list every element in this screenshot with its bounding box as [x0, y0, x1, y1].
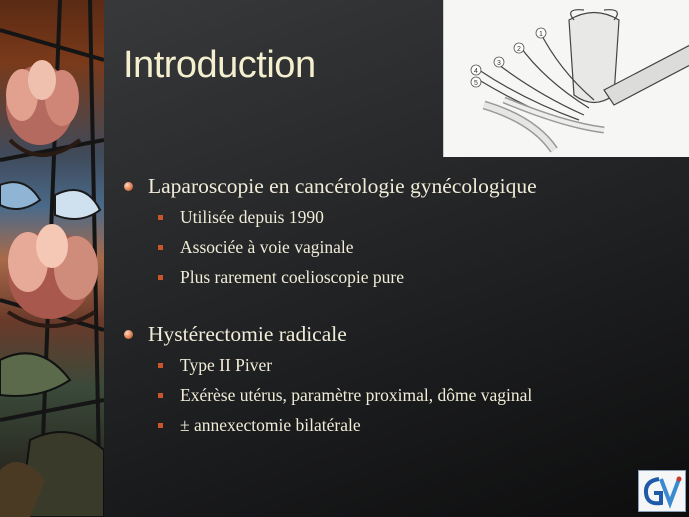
slide-title: Introduction — [123, 44, 316, 86]
bullet-item: Plus rarement coelioscopie pure — [180, 267, 405, 287]
anatomical-diagram-image — [444, 0, 689, 157]
square-bullet-icon — [158, 423, 163, 428]
diagram-label-3: 3 — [497, 60, 501, 67]
bullet-heading: Hystérectomie radicale — [148, 322, 347, 346]
gv-logo-icon — [639, 471, 685, 511]
bullet-level2 — [124, 350, 684, 380]
diagram-label-5: 5 — [474, 80, 478, 87]
section-laparoscopie — [124, 170, 684, 292]
square-bullet-icon — [158, 363, 163, 368]
square-bullet-icon — [158, 275, 163, 280]
bullet-level1 — [124, 318, 684, 350]
diagram-label-1: 1 — [539, 31, 543, 38]
square-bullet-icon — [158, 215, 163, 220]
slide-content — [124, 170, 684, 440]
bullet-level2 — [124, 232, 684, 262]
bullet-item: ± annexectomie bilatérale — [180, 415, 361, 435]
bullet-level2 — [124, 410, 684, 440]
bullet-item: Exérèse utérus, paramètre proximal, dôme vaginal — [180, 385, 533, 405]
section-hysterectomie — [124, 318, 684, 440]
diagram-label-2: 2 — [517, 46, 521, 53]
stained-glass-panel — [0, 0, 104, 517]
bullet-level2 — [124, 202, 684, 232]
bullet-level2 — [124, 380, 684, 410]
bullet-item: Type II Piver — [180, 355, 273, 375]
anatomical-diagram — [443, 0, 689, 157]
bullet-heading: Laparoscopie en cancérologie gynécologique — [148, 174, 537, 198]
bullet-item: Utilisée depuis 1990 — [180, 207, 324, 227]
round-bullet-icon — [124, 330, 133, 339]
square-bullet-icon — [158, 393, 163, 398]
bullet-level1 — [124, 170, 684, 202]
round-bullet-icon — [124, 182, 133, 191]
diagram-label-4: 4 — [474, 68, 478, 75]
square-bullet-icon — [158, 245, 163, 250]
bullet-item: Associée à voie vaginale — [180, 237, 354, 257]
bullet-level2 — [124, 262, 684, 292]
gv-logo — [638, 470, 686, 512]
stained-glass-flowers-image — [0, 0, 104, 517]
